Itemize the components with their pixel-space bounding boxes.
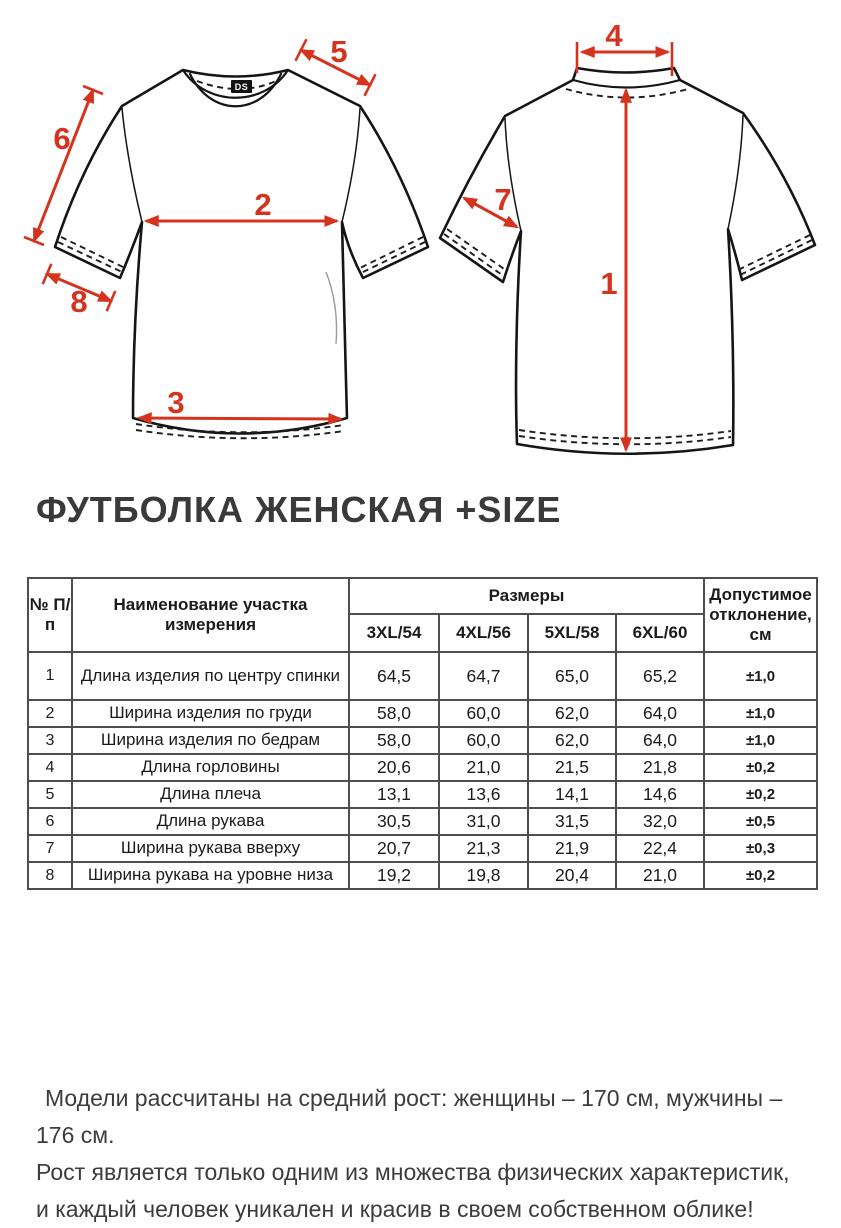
size-value: 65,0 — [528, 652, 616, 700]
table-row — [28, 862, 817, 889]
col-header-number: № П/п — [28, 578, 72, 652]
footer-line: Модели рассчитаны на средний рост: женщины – 170 см, мужчины – 176 см. — [36, 1085, 783, 1148]
table-row — [28, 808, 817, 835]
size-value: 60,0 — [439, 700, 528, 727]
tshirt-front-view — [24, 34, 428, 438]
dim-label-sleeve-length: 6 — [53, 121, 71, 156]
footer-note — [36, 1080, 826, 1228]
row-number: 4 — [28, 754, 72, 781]
dim-arrow-sleeve-bottom-width — [43, 264, 116, 319]
front-shirt-outline — [55, 70, 428, 434]
size-value: 64,7 — [439, 652, 528, 700]
measure-name: Длина рукава — [72, 808, 349, 835]
col-header-size-5xl: 5XL/58 — [528, 614, 616, 652]
size-table-body — [28, 652, 817, 889]
tolerance-value: ±0,2 — [704, 754, 817, 781]
size-value: 14,6 — [616, 781, 704, 808]
row-number: 6 — [28, 808, 72, 835]
tolerance-value: ±1,0 — [704, 652, 817, 700]
size-value: 60,0 — [439, 727, 528, 754]
dim-label-chest: 2 — [254, 187, 272, 222]
dim-label-neck: 4 — [605, 18, 623, 53]
col-header-size-4xl: 4XL/56 — [439, 614, 528, 652]
tolerance-value: ±1,0 — [704, 700, 817, 727]
size-value: 14,1 — [528, 781, 616, 808]
size-value: 21,0 — [616, 862, 704, 889]
size-value: 19,2 — [349, 862, 439, 889]
size-value: 21,3 — [439, 835, 528, 862]
measure-name: Ширина рукава на уровне низа — [72, 862, 349, 889]
row-number: 7 — [28, 835, 72, 862]
size-value: 21,8 — [616, 754, 704, 781]
measure-name: Ширина рукава вверху — [72, 835, 349, 862]
size-diagram-svg — [0, 0, 841, 485]
size-value: 64,0 — [616, 727, 704, 754]
size-value: 32,0 — [616, 808, 704, 835]
measure-name: Ширина изделия по бедрам — [72, 727, 349, 754]
table-row — [28, 700, 817, 727]
col-header-sizes-group: Размеры — [349, 578, 704, 614]
table-row — [28, 781, 817, 808]
size-value: 31,0 — [439, 808, 528, 835]
page-title: ФУТБОЛКА ЖЕНСКАЯ +SIZE — [36, 489, 562, 530]
size-value: 62,0 — [528, 727, 616, 754]
size-value: 58,0 — [349, 700, 439, 727]
measure-name: Длина горловины — [72, 754, 349, 781]
size-value: 19,8 — [439, 862, 528, 889]
size-table — [27, 577, 818, 890]
row-number: 1 — [28, 652, 72, 700]
tolerance-value: ±0,5 — [704, 808, 817, 835]
size-value: 65,2 — [616, 652, 704, 700]
measure-name: Ширина изделия по груди — [72, 700, 349, 727]
size-value: 62,0 — [528, 700, 616, 727]
table-row — [28, 754, 817, 781]
size-value: 20,4 — [528, 862, 616, 889]
size-value: 31,5 — [528, 808, 616, 835]
table-row — [28, 727, 817, 754]
size-value: 20,7 — [349, 835, 439, 862]
tolerance-value: ±1,0 — [704, 727, 817, 754]
footer-line: и каждый человек уникален и красив в своем собственном облике! — [36, 1196, 754, 1222]
row-number: 8 — [28, 862, 72, 889]
tolerance-value: ±0,2 — [704, 862, 817, 889]
row-number: 5 — [28, 781, 72, 808]
row-number: 2 — [28, 700, 72, 727]
size-value: 64,5 — [349, 652, 439, 700]
col-header-size-3xl: 3XL/54 — [349, 614, 439, 652]
dim-arrow-neck-width — [577, 18, 672, 76]
size-value: 64,0 — [616, 700, 704, 727]
tshirt-back-view — [440, 18, 815, 454]
dim-label-length: 1 — [600, 266, 618, 301]
measure-name: Длина плеча — [72, 781, 349, 808]
col-header-tolerance: Допустимое отклонение, см — [704, 578, 817, 652]
table-row — [28, 835, 817, 862]
size-value: 13,1 — [349, 781, 439, 808]
size-value: 22,4 — [616, 835, 704, 862]
neck-brand-label-text: DS — [234, 82, 249, 92]
tolerance-value: ±0,3 — [704, 835, 817, 862]
dim-label-sleeve-bottom: 8 — [70, 284, 88, 319]
dim-label-shoulder: 5 — [330, 34, 348, 69]
size-value: 30,5 — [349, 808, 439, 835]
table-header-row-1 — [28, 578, 817, 614]
size-value: 21,5 — [528, 754, 616, 781]
col-header-measure-name: Наименование участка измерения — [72, 578, 349, 652]
size-value: 20,6 — [349, 754, 439, 781]
size-value: 21,9 — [528, 835, 616, 862]
table-row — [28, 652, 817, 700]
row-number: 3 — [28, 727, 72, 754]
measure-name: Длина изделия по центру спинки — [72, 652, 349, 700]
size-value: 58,0 — [349, 727, 439, 754]
dim-label-hip: 3 — [167, 385, 185, 420]
footer-line: Рост является только одним из множества физических характеристик, — [36, 1159, 790, 1185]
size-value: 21,0 — [439, 754, 528, 781]
col-header-size-6xl: 6XL/60 — [616, 614, 704, 652]
tolerance-value: ±0,2 — [704, 781, 817, 808]
dim-label-sleeve-top: 7 — [494, 182, 512, 217]
size-value: 13,6 — [439, 781, 528, 808]
